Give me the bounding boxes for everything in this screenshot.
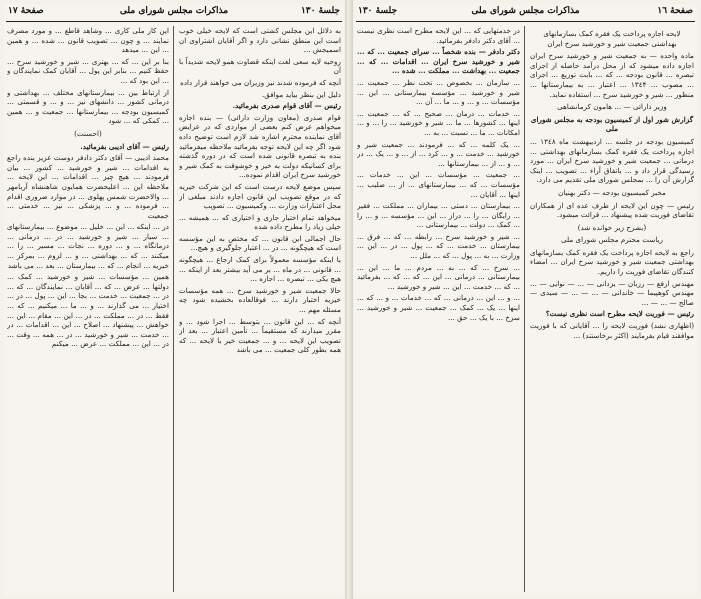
paragraph: در خدمتهایی که ... این لایحه مطرح است نظری نیست ... آقای دکتر دادفر بفرمائید.: [357, 26, 520, 45]
bill-title: لایحه اجازه پرداخت یک فقره کمک بسازمانهای بهداشتی جمعیت شیر و خورشید سرخ ایران: [543, 29, 681, 48]
left-page-session: جلسهٔ ۱۳۰: [300, 6, 340, 16]
paragraph: از ارتباط بین ... بیمارستانهای مختلف ... بهداشتی و درمانی کشور ... دانشهای نیز ... و ... و قسمتی ... کمیسیون بودجه ... بیمارستانها ... جمعیت و ... همین ... کمکی که ... شود: [7, 87, 169, 126]
paragraph: ... سازمان ... بخصوص ... تحت نظر ... جمعیت ... شیر و خورشید ... مؤسسه بیمارستانی ... این ... مؤسسات ... و ... و ... ما ... آن ...: [357, 77, 520, 107]
paragraph: در ... اینکه ... این ... خلیل ... موضوع ... بیمارستانهای ... سیار ... شیر و خورشید ... در ... درمانی ... درمانگاه ... و ... دوره ... نجات ... مسیر ... را ... میکنند ... که ... بهداشتی ... و ... لزوم ... بمرکز ... خیریه ... انجام ... که ... بیمارستان ... بعد ... می باشد: [7, 222, 169, 270]
right-page: [354, 4, 697, 596]
speaker-line: رئیس — آقای ادیبی بفرمائید.: [80, 141, 169, 151]
left-page-number: صفحهٔ ۱۷: [8, 6, 44, 16]
paragraph: (اظهاری نشد) فوریت لایحه را ... آقایانی که با فوریت موافقند قیام بفرمایند (اکثر برخاستند) ...: [530, 321, 694, 340]
address-line: ریاست محترم مجلس شورای ملی: [560, 235, 664, 245]
paragraph: ... و ... این ... درمانی ... که ... خدمات ... و ... که ... اینها ... یک ... کمک ... جمعیت ... شیر و خورشید ... سرخ ... با یک ... حق ...: [357, 293, 520, 322]
speaker-line: دکتر دادفر — بنده شخصاً ... سرای جمعیت ... که ... شیر و خورشید سرخ ایران ... اقدامات ... که ... جمعیت ... بهداشت ... مملکت ... شده ...: [357, 47, 520, 76]
speaker-line: رئیس — چون این لایحه از طرف عده ای از همکاران تقاضای فوریت شده پیشنهاد ... قرائت میشود.: [530, 200, 694, 220]
right-page-right-column: [530, 26, 694, 594]
paragraph: راجع به لایحه اجازه پرداخت یک فقره کمک بسازمانهای بهداشتی جمعیت شیر و خورشید سرخ ایران ... امضاء کنندگان تقاضای فوریت را داریم.: [530, 247, 694, 277]
paragraph: میخواهد تمام اختیار جاری و اختیاری که ... همیشه ... خیلی زیاد را مطرح داده شده: [179, 212, 341, 232]
read-note: (بشرح زیر خوانده شد): [577, 222, 647, 232]
signatories: مهندس ارفع — رزبان — یزدانی — ... — نوایی — ... مهندس کوهپیما — خاندانی — ... — ... — سیدی — صالح — ... — ...: [530, 278, 694, 307]
paragraph: دلیل این بنظر بیاید موافق.: [261, 89, 341, 99]
paragraph: این کار ملی کاری ... وشاهد قاطع ... و مورد مصرف نمایند ... و چون ... تصویب قانون ... شده ... و همین ... این ... میدهد: [7, 26, 169, 55]
left-column-divider: [173, 26, 174, 592]
right-page-left-column: [357, 26, 520, 594]
right-header-rule: [356, 21, 695, 22]
minister-signature: وزیر دارائی — ... هامون کرمانشاهی: [557, 102, 667, 112]
left-page: [4, 4, 344, 596]
paragraph: به دلائل این مجلس کشتی است که لایحه خیلی خوب است این منطق نشانی دارد و اگر آقایان اشتراوی ان اسمیجش ...: [179, 26, 341, 55]
rapporteur-line: مخبر کمیسیون بودجه — دکتر بهنیان: [558, 187, 666, 197]
speaker-line: رئیس — فوریت لایحه مطرح است نظری نیست؟: [545, 309, 694, 319]
book-gutter: [345, 0, 353, 599]
left-page-header: [4, 6, 344, 20]
paragraph: آنچه که فرموده شدند نیز وزیران می خواهند قرار داده: [180, 77, 341, 87]
paragraph: ... یک کلمه ... که ... فرمودند ... جمعیت شیر و خورشید ... خدمت ... و ... کرد ... از ... و ... یک ... در ... و ... از ... بیمارستانها ...: [357, 139, 520, 168]
paragraph: با اینکه مؤسسه معمولاً برای کمک ارجاع ... هیچگونه ... قانونی ... در ماه ... بر می آید بیشتر بعد از اینکه ... هیچ یکی ... تبصره ... اجازه ...: [179, 255, 341, 284]
committee-report-title: گزارش شور اول از کمیسیون بودجه به مجلس شورای ملی: [530, 114, 694, 134]
paragraph: آنچه که ... این قانون ... بتوسط ... اجرا شود ... و مقرر میدارند که مستقیماً ... تأمین اعتبار ... بعد از تصویب این لایحه ... و ... جمعیت خیر با لایحه ... که همه بطور کلی جمعیت ... می باشد: [179, 316, 341, 355]
left-page-title: مذاکرات مجلس شورای ملی: [119, 6, 229, 16]
paragraph: روحیه لایه سعی لغت اینکه قضاوت همو لایحه شدیداً با آن: [179, 56, 341, 76]
sole-article: ماده واحده — به جمعیت شیر و خورشید سرخ ایران اجازه داده میشود که از محل درآمد حاصله از اجرای تبصره ... قانون بودجه ... که ... بابت توزیع ... اجرای ... مصوب ... ۱۳٤۴ ... اعتبار ... به بیمارستانها ... منظور ... شیر و خورشید سرخ ... استفاده نماید.: [530, 51, 694, 99]
right-page-session: جلسهٔ ۱۳۰: [358, 6, 398, 16]
paragraph: قوام صدری (معاون وزارت دارائی) — بنده اجازه میخواهم عرض کنم بعضی از مواردی که در عرایض آقای نماینده محترم اشاره شد لازم است توضیح داده شود اگر چه این لایحه توجه بفرمائید ملاحظه میفرمائید بنده به تبصره قانونی شده است که در دوره گذشته برای کسانیکه دولت به خیر و خوشوقت به کمک شیر و خورشید سرخ ایران اقدام نموده...: [179, 112, 341, 180]
paragraph: همین ... مؤسسات ... شیر و خورشید ... کمک ... دولتها ... عرض ... که ... آقایان ... نمایندگان ... که ... در ... جمعیت ... خدمت ... بجا ... این ... پول ... در ... اختیار ... می گذارند ... و ... ما ... میکنیم ... که ... فقط ... در ... مملکت ... در ... این ... مقام ... این ... خواهش ... پیشنهاد ... اصلاح ... این ... اقدامات ... در ... خدمت ... شیر و خورشید ... در ... همه ... وقت ... در ... این ... مملکت ... عرض ... میکنم: [7, 272, 169, 349]
paragraph: کمیسیون بودجه در جلسه ... اردیبهشت ماه ۱۳٤۸ ... اجازه پرداخت یک فقره کمک بسازمانهای بهداشتی ... درمانی ... جمعیت شیر و خورشید سرخ ایران ... مورد رسیدگی قرار داد و ... باتفاق آراء ... تصویب ... اینک گزارش آن را ... بمجلس شورای ملی تقدیم می دارد.: [530, 136, 694, 185]
paragraph: حالا جمعیت شیر و خورشید سرخ ... همه مؤسسات خیریه اختیار دارند ... فوقالعاده بخشیده شود چه مسئله مهم ...: [179, 285, 341, 315]
paragraph: ... شیر و خورشید سرخ ... رابطه ... که ... فرق ... بیمارستان ... خدمت ... که ... پول ... در ... این ... وزارت ... به ... پول ... که ... ملل ...: [357, 231, 520, 261]
paragraph: بنا بر این ... که ... بهتری ... شیر و خورشید سرخ ... حفظ کنیم ... بنابر این پول ... آقایان کمک نمایندگان و ... این بود که ...: [7, 56, 169, 85]
right-column-divider: [524, 26, 525, 592]
paragraph: حال اجمالی این قانون ... که مختص به این مؤسسه است که هیچگونه ... در ... اعتبار جلوگیری و هیچ...: [179, 233, 341, 253]
paragraph: ... بیمارستان ... دستی ... بیماران ... مملکت ... فقیر ... رایگان ... را ... دراز ... این ... مؤسسه ... و ... را ... کمک ... دولت ... بیمارستانی ...: [357, 201, 520, 230]
left-header-rule: [6, 21, 342, 22]
paragraph: محمد ادیبی — آقای دکتر دادفر دوست عزیز بنده راجع به اقدامات ... شیر و خورشید ... کشور ... بیان فرمودند ... هیچ چیز ... اقدامات ... این لایحه ... ملاحظه این ... اعلیحضرت همایون شاهنشاه آریامهر ... والاحضرت شمس پهلوی ... در موارد ضروری اقدام ... فرموده ... و ... پزشکی ... نیز ... خدمتی ... جمعیت: [7, 153, 169, 220]
right-page-header: [354, 6, 697, 20]
left-page-right-column: [179, 26, 341, 594]
left-page-left-column: [7, 26, 169, 594]
paragraph: ... خدمات ... درمان ... صحیح ... که ... جمعیت ... اینها ... کشورها ... ما ... شیر و خورشید ... را ... و ... امکانات ... ما ... نسبت ... به ...: [357, 108, 520, 137]
speaker-line: رئیس — آقای قوام صدری بفرمائید.: [232, 101, 341, 111]
paragraph: ... جمعیت ... مؤسسات ... این ... خدمات ... مؤسسات ... که ... بیمارستانهای ... از ... صلیب ... اینها ... آقایان ...: [357, 170, 520, 199]
paragraph: ... سرخ ... که ... به ... مردم ... ما ... این ... بیمارستانی ... درمانی ... این ... که ... که ... بفرمائید ... که ... خدمت ... این ... شیر و خورشید ...: [357, 262, 520, 291]
applause-note: (احسنت): [74, 128, 102, 138]
right-page-number: صفحهٔ ۱٦: [657, 6, 693, 16]
paragraph: سپس موضع لایحه درست است که این شرکت خیریه که در موقع تصویب این قانون اجازه دادند مبلغی از محل اعتبارات وزارت ... وکمیسیون ... تصویب: [179, 181, 341, 211]
right-page-title: مذاکرات مجلس شورای ملی: [471, 6, 580, 16]
